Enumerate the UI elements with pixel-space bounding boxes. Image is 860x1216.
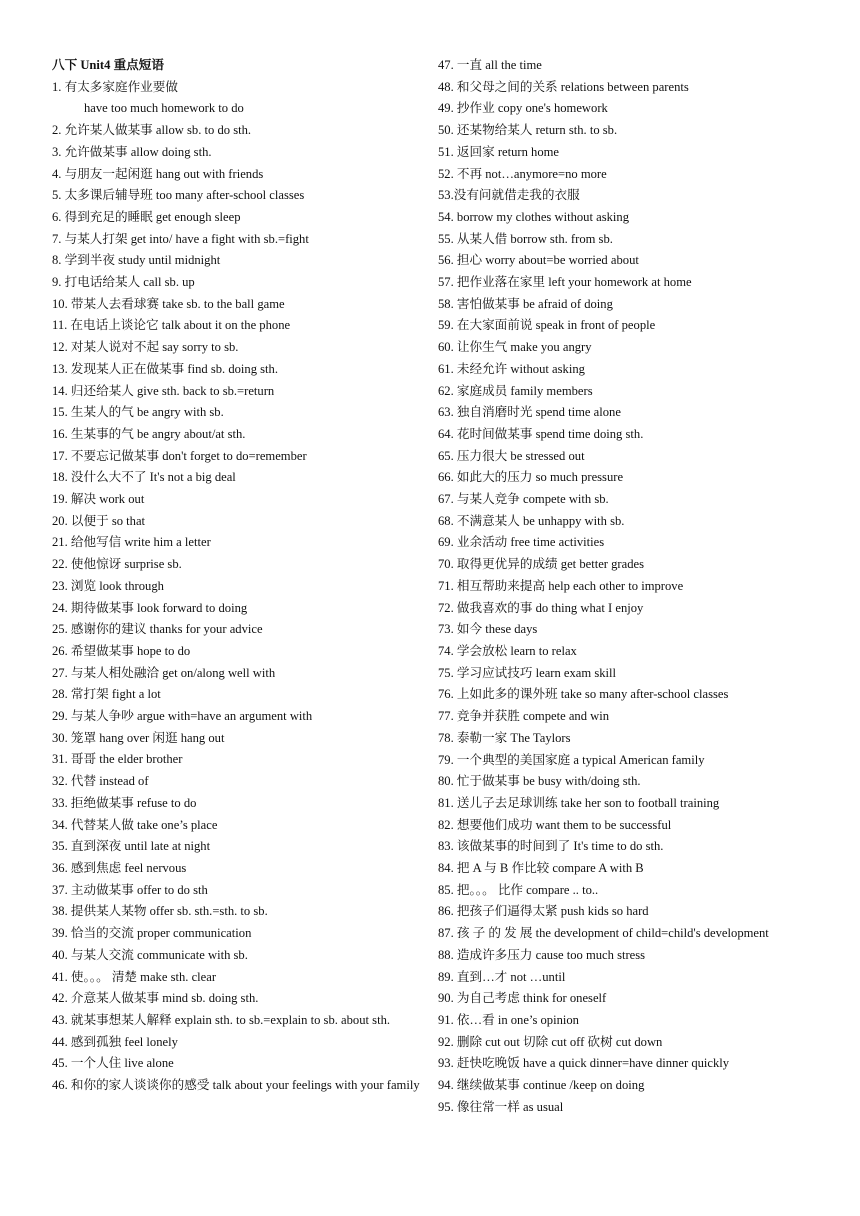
- phrase-item: 83. 该做某事的时间到了 It's time to do sth.: [438, 839, 664, 854]
- phrase-item: 94. 继续做某事 continue /keep on doing: [438, 1078, 645, 1093]
- phrase-item: 89. 直到…才 not …until: [438, 969, 566, 984]
- phrase-item: 88. 造成许多压力 cause too much stress: [438, 947, 646, 962]
- phrase-item: [52, 641, 424, 663]
- phrase-text: 2. 允许某人做某事 allow sb. to do sth.: [52, 123, 252, 138]
- phrase-text: 27. 与某人相处融洽 get on/along well with: [52, 665, 276, 680]
- phrase-item: 79. 一个典型的美国家庭 a typical American family: [438, 752, 705, 767]
- phrase-item: 65. 压力很大 be stressed out: [438, 448, 585, 463]
- phrase-item: 60. 让你生气 make you angry: [438, 340, 592, 355]
- phrase-item: 54. borrow my clothes without asking: [438, 209, 629, 224]
- phrase-text: 11. 在电话上谈论它 talk about it on the phone: [52, 318, 291, 333]
- phrase-item: 69. 业余活动 free time activities: [438, 535, 605, 550]
- phrase-text: 40. 与某人交流 communicate with sb.: [52, 947, 248, 962]
- phrase-item: 49. 抄作业 copy one's homework: [438, 101, 608, 116]
- phrase-item: 91. 依…看 in one’s opinion: [438, 1012, 579, 1027]
- phrase-item: [52, 836, 424, 858]
- phrase-item: [52, 576, 424, 598]
- phrase-text: 19. 解决 work out: [52, 492, 145, 507]
- phrase-item: 74. 学会放松 learn to relax: [438, 643, 577, 658]
- phrase-item: [52, 142, 424, 164]
- phrase-item: [52, 1053, 424, 1075]
- phrase-item: 87. 孩 子 的 发 展 the development of child=child's development: [438, 926, 769, 941]
- phrase-item: [52, 988, 424, 1010]
- phrase-item: [52, 771, 424, 793]
- phrase-text: 36. 感到焦虑 feel nervous: [52, 861, 187, 875]
- phrase-text: 26. 希望做某事 hope to do: [52, 643, 191, 658]
- phrase-item: [52, 1075, 424, 1097]
- phrase-item: 55. 从某人借 borrow sth. from sb.: [438, 231, 613, 246]
- phrase-item: 84. 把 A 与 B 作比较 compare A with B: [438, 861, 644, 876]
- phrase-item: [52, 663, 424, 685]
- phrase-item: [52, 967, 424, 989]
- phrase-text: 17. 不要忘记做某事 don't forget to do=remember: [52, 448, 307, 463]
- phrase-item: [52, 706, 424, 728]
- phrase-text: 6. 得到充足的睡眠 get enough sleep: [52, 209, 241, 224]
- phrase-text: 45. 一个人住 live alone: [52, 1056, 174, 1071]
- phrase-item: [52, 294, 424, 316]
- phrase-text: 44. 感到孤独 feel lonely: [52, 1034, 178, 1049]
- phrase-item: [52, 337, 424, 359]
- phrase-text: 20. 以便于 so that: [52, 513, 146, 528]
- phrase-item: [52, 185, 424, 207]
- phrase-text: 35. 直到深夜 until late at night: [52, 839, 211, 854]
- phrase-item: 67. 与某人竞争 compete with sb.: [438, 492, 609, 507]
- phrase-item: 70. 取得更优异的成绩 get better grades: [438, 557, 645, 572]
- phrase-item: 53.没有问就借走我的衣服: [438, 188, 580, 203]
- phrase-item: 48. 和父母之间的关系 relations between parents: [438, 79, 689, 94]
- phrase-item: 51. 返回家 return home: [438, 144, 560, 159]
- phrase-item: [52, 381, 424, 403]
- phrase-text: 43. 就某事想某人解释 explain sth. to sb.=explain to sb. about sth.: [52, 1012, 391, 1027]
- phrase-text: 30. 笼罩 hang over 闲逛 hang out: [52, 730, 225, 745]
- phrase-item: 72. 做我喜欢的事 do thing what I enjoy: [438, 600, 644, 615]
- phrase-item: 50. 还某物给某人 return sth. to sb.: [438, 123, 618, 138]
- phrase-item: 78. 泰勒一家 The Taylors: [438, 730, 571, 745]
- phrase-text: 5. 太多课后辅导班 too many after-school classes: [52, 188, 305, 203]
- phrase-item: [52, 207, 424, 229]
- phrase-item: [52, 749, 424, 771]
- phrase-item: [52, 489, 424, 511]
- phrase-item: [52, 467, 424, 489]
- phrase-text: 41. 使。。。 清楚 make sth. clear: [52, 969, 217, 984]
- phrase-item: [52, 250, 424, 272]
- phrase-item: 52. 不再 not…anymore=no more: [438, 166, 607, 181]
- phrase-text: 10. 带某人去看球赛 take sb. to the ball game: [52, 296, 285, 311]
- phrase-item: 59. 在大家面前说 speak in front of people: [438, 318, 656, 333]
- phrase-text: 42. 介意某人做某事 mind sb. doing sth.: [52, 991, 259, 1006]
- phrase-item: 92. 删除 cut out 切除 cut off 砍树 cut down: [438, 1034, 663, 1049]
- right-phrase-list: [438, 55, 808, 1118]
- phrase-item: [52, 1032, 424, 1054]
- phrase-text: 39. 恰当的交流 proper communication: [52, 926, 252, 941]
- phrase-item: [52, 532, 424, 554]
- phrase-text: 21. 给他写信 write him a letter: [52, 535, 211, 550]
- phrase-item: 62. 家庭成员 family members: [438, 383, 593, 398]
- right-column: [438, 55, 808, 1118]
- phrase-text: 34. 代替某人做 take one’s place: [52, 817, 218, 832]
- phrase-text: 14. 归还给某人 give sth. back to sb.=return: [52, 383, 275, 398]
- phrase-text: 28. 常打架 fight a lot: [52, 687, 161, 702]
- phrase-item: [52, 402, 424, 424]
- phrase-item: 61. 未经允许 without asking: [438, 361, 585, 376]
- phrase-item: 82. 想要他们成功 want them to be successful: [438, 817, 672, 832]
- phrase-text: 18. 没什么大不了 It's not a big deal: [52, 470, 236, 485]
- phrase-item: 47. 一直 all the time: [438, 58, 542, 72]
- phrase-item: 95. 像往常一样 as usual: [438, 1099, 564, 1114]
- phrase-text: 33. 拒绝做某事 refuse to do: [52, 795, 197, 810]
- phrase-item: 86. 把孩子们逼得太紧 push kids so hard: [438, 904, 649, 919]
- phrase-text: 24. 期待做某事 look forward to doing: [52, 600, 248, 615]
- phrase-item: [52, 793, 424, 815]
- phrase-text: 23. 浏览 look through: [52, 578, 164, 593]
- phrase-item: [52, 945, 424, 967]
- phrase-item: 73. 如今 these days: [438, 622, 538, 637]
- phrase-item: 56. 担心 worry about=be worried about: [438, 253, 639, 268]
- phrase-text: 32. 代替 instead of: [52, 774, 149, 789]
- phrase-text: 16. 生某事的气 be angry about/at sth.: [52, 426, 246, 441]
- phrase-text: 37. 主动做某事 offer to do sth: [52, 882, 208, 897]
- phrase-item: [52, 923, 424, 945]
- phrase-item: [52, 315, 424, 337]
- phrase-item: [52, 229, 424, 251]
- phrase-text: 25. 感谢你的建议 thanks for your advice: [52, 622, 263, 637]
- phrase-item: [52, 598, 424, 620]
- phrase-item: 71. 相互帮助来提高 help each other to improve: [438, 578, 684, 593]
- phrase-item: [52, 554, 424, 576]
- phrase-item: [52, 815, 424, 837]
- phrase-item: [52, 901, 424, 923]
- page-title: 八下 Unit4 重点短语: [52, 58, 164, 72]
- phrase-item: [52, 728, 424, 750]
- phrase-item: 85. 把。。。 比作 compare .. to..: [438, 882, 599, 897]
- phrase-item: [52, 424, 424, 446]
- phrase-text: 12. 对某人说对不起 say sorry to sb.: [52, 340, 239, 355]
- phrase-item: [52, 446, 424, 468]
- phrase-text: 4. 与朋友一起闲逛 hang out with friends: [52, 166, 264, 181]
- phrase-item: 75. 学习应试技巧 learn exam skill: [438, 665, 617, 680]
- phrase-item: 58. 害怕做某事 be afraid of doing: [438, 296, 613, 311]
- phrase-text: 22. 使他惊讶 surprise sb.: [52, 557, 182, 572]
- phrase-text: 1. 有太多家庭作业要做: [52, 79, 178, 94]
- phrase-text: 3. 允许做某事 allow doing sth.: [52, 144, 212, 159]
- phrase-item: 76. 上如此多的课外班 take so many after-school classes: [438, 687, 729, 702]
- left-phrase-list: [52, 77, 424, 1097]
- phrase-item: 66. 如此大的压力 so much pressure: [438, 470, 624, 485]
- phrase-text: 15. 生某人的气 be angry with sb.: [52, 405, 224, 420]
- phrase-item: [52, 359, 424, 381]
- phrase-item: 90. 为自己考虑 think for oneself: [438, 991, 607, 1006]
- phrase-text: 31. 哥哥 the elder brother: [52, 752, 183, 767]
- phrase-text: 29. 与某人争吵 argue with=have an argument with: [52, 709, 313, 724]
- phrase-item: 77. 竞争并获胜 compete and win: [438, 709, 610, 724]
- phrase-item: 64. 花时间做某事 spend time doing sth.: [438, 426, 644, 441]
- phrase-item: [52, 120, 424, 142]
- phrase-item: [52, 684, 424, 706]
- phrase-item: [52, 77, 424, 120]
- phrase-item: [52, 858, 424, 880]
- phrase-item: 63. 独自消磨时光 spend time alone: [438, 405, 621, 420]
- phrase-text: 7. 与某人打架 get into/ have a fight with sb.=fight: [52, 231, 309, 246]
- phrase-item: 57. 把作业落在家里 left your homework at home: [438, 275, 692, 290]
- phrase-item: [52, 164, 424, 186]
- phrase-item: [52, 619, 424, 641]
- phrase-item: [52, 880, 424, 902]
- phrase-item: [52, 1010, 424, 1032]
- phrase-item: [52, 511, 424, 533]
- phrase-item: 68. 不满意某人 be unhappy with sb.: [438, 513, 625, 528]
- left-column: [52, 55, 424, 1097]
- phrase-item: 81. 送儿子去足球训练 take her son to football training: [438, 795, 720, 810]
- phrase-item: [52, 272, 424, 294]
- phrase-text: 38. 提供某人某物 offer sb. sth.=sth. to sb.: [52, 904, 268, 919]
- phrase-text: 9. 打电话给某人 call sb. up: [52, 275, 195, 290]
- phrase-continuation: have too much homework to do: [84, 101, 244, 116]
- phrase-text: 13. 发现某人正在做某事 find sb. doing sth.: [52, 361, 278, 376]
- phrase-item: 93. 赶快吃晚饭 have a quick dinner=have dinner quickly: [438, 1056, 730, 1071]
- phrase-text: 8. 学到半夜 study until midnight: [52, 253, 221, 268]
- phrase-item: 80. 忙于做某事 be busy with/doing sth.: [438, 774, 641, 789]
- phrase-text: 46. 和你的家人谈谈你的感受 talk about your feelings with your family: [52, 1078, 420, 1093]
